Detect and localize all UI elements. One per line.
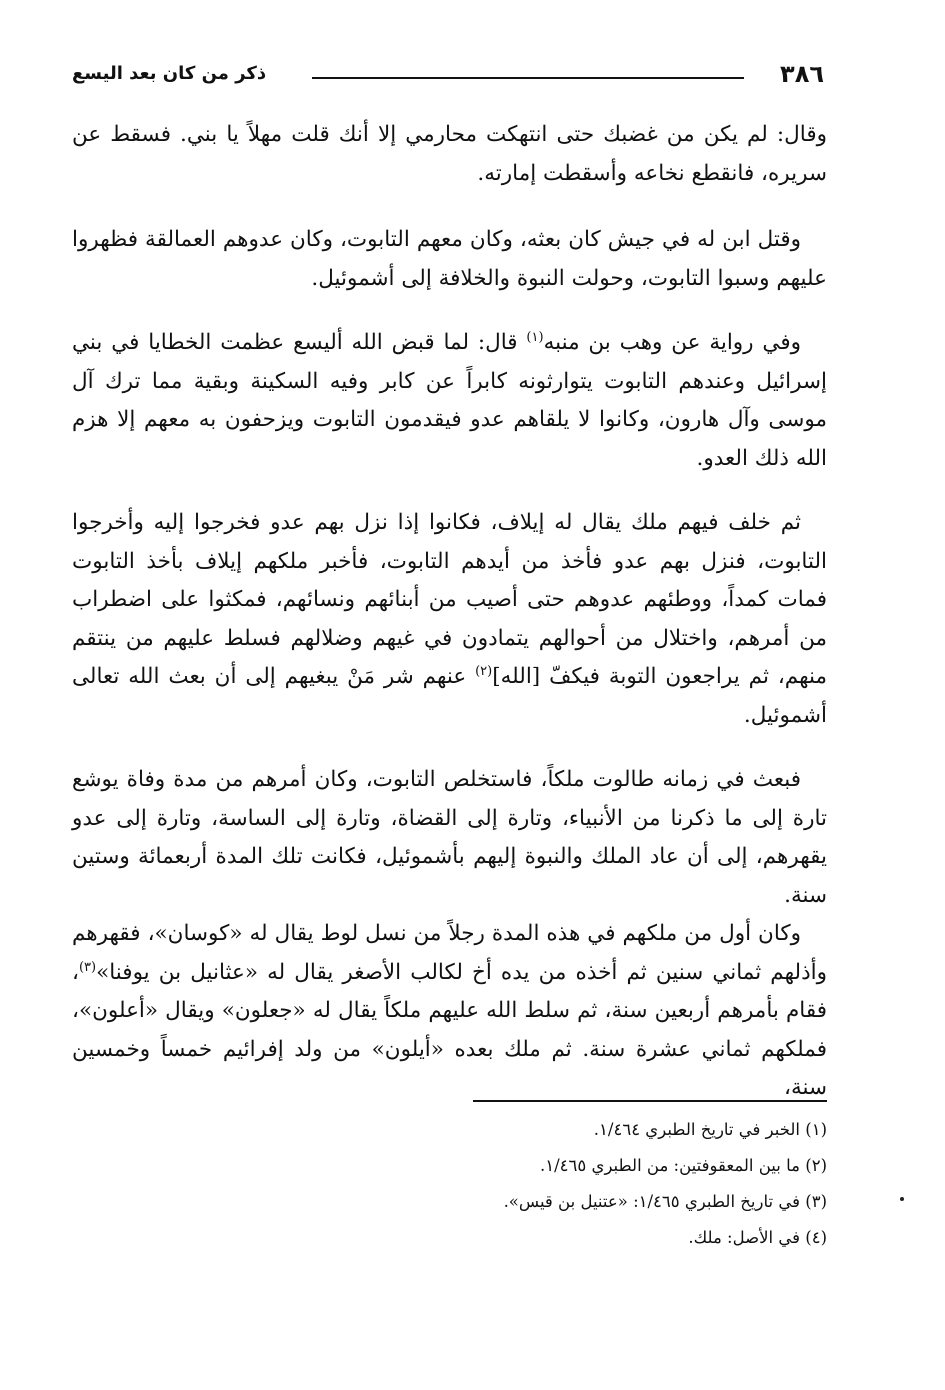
paragraph-6-text-cont: ، فقام بأمرهم أربعين سنة، ثم سلط الله عليهم ملكاً يقال له «جعلون» ويقال «أعلون»، فملكهم ثماني عشرة سنة. ثم ملك بعده «أيلون» من ولد إفرائيم خمساً وخمسين سنة، — [72, 959, 827, 1100]
paragraph-6-text: وكان أول من ملكهم في هذه المدة رجلاً من نسل لوط يقال له «كوسان»، فقهرهم وأذلهم ثماني سنين ثم أخذه من يده أخ لكالب الأصغر يقال له «عثانيل بن يوفنا» — [72, 921, 827, 985]
running-title: ذكر من كان بعد اليسع — [72, 63, 267, 84]
footnote-ref-1: (١) — [526, 329, 544, 345]
footnote-4: (٤) في الأصل: ملك. — [688, 1228, 827, 1247]
paragraph-1: وقال: لم يكن من غضبك حتى انتهكت محارمي إلا أنك قلت مهلاً يا بني. فسقط عن سريره، فانقطع نخاعه وأسقطت إمارته. — [72, 122, 827, 186]
paragraph-2: وقتل ابن له في جيش كان بعثه، وكان معهم التابوت، وكان عدوهم العمالقة فظهروا عليهم وسبوا التابوت، وحولت النبوة والخلافة إلى أشموئيل. — [72, 227, 827, 291]
footnote-separator — [473, 1100, 827, 1102]
footnote-ref-2: (٢) — [475, 663, 493, 679]
paragraph-5: فبعث في زمانه طالوت ملكاً، فاستخلص التابوت، وكان أمرهم من مدة وفاة يوشع تارة إلى ما ذكرنا من الأنبياء، وتارة إلى القضاة، وتارة إلى الساسة، وتارة إلى عدو يقهرهم، إلى أن عاد الملك والنبوة إليهم بأشموئيل، فكانت تلك المدة أربعمائة وستين سنة. — [72, 767, 827, 908]
page-number: ٣٨٦ — [780, 60, 824, 88]
paragraph-3 — [72, 324, 827, 478]
paragraph-4 — [72, 504, 827, 735]
paragraph-3-text: وفي رواية عن وهب بن منبه — [543, 330, 801, 355]
paragraph-4-text-cont: عنهم شر مَنْ يبغيهم إلى أن بعث الله تعالى أشموئيل. — [72, 664, 827, 728]
running-header — [72, 58, 824, 94]
main-text — [72, 116, 827, 1108]
scan-speck — [900, 1197, 904, 1201]
paragraph-4-text: ثم خلف فيهم ملك يقال له إيلاف، فكانوا إذا نزل بهم عدو فخرجوا إليه وأخرجوا التابوت، فنزل بهم عدو فأخذ من أيدهم التابوت، فأخبر ملكهم إيلاف بأخذ التابوت فمات كمداً، ووطئهم عدوهم حتى أصيب من أبنائهم ونسائهم، فمكثوا على اضطراب من أمرهم، واختلال من أحوالهم يتمادون في غيهم وضلالهم فسلط عليهم من ينتقم منهم، ثم يراجعون التوبة فيكفّ [الله] — [72, 510, 827, 689]
paragraph-3-text-cont: قال: لما قبض الله أليسع عظمت الخطايا في بني إسرائيل وعندهم التابوت يتوارثونه كابراً عن كابر وفيه السكينة وبقية مما ترك آل موسى وآل هارون، وكانوا لا يلقاهم عدو فيقدمون التابوت ويزحفون به معهم إلا هزم الله ذلك العدو. — [72, 330, 827, 471]
header-rule — [312, 77, 744, 79]
footnote-1: (١) الخبر في تاريخ الطبري ١/٤٦٤. — [593, 1120, 827, 1139]
footnote-2: (٢) ما بين المعقوفتين: من الطبري ١/٤٦٥. — [540, 1156, 827, 1175]
footnote-ref-3: (٣) — [78, 959, 97, 975]
paragraph-6 — [72, 915, 827, 1108]
footnote-3: (٣) في تاريخ الطبري ١/٤٦٥: «عتنيل بن قيس». — [503, 1192, 827, 1211]
footnotes — [267, 1112, 827, 1256]
